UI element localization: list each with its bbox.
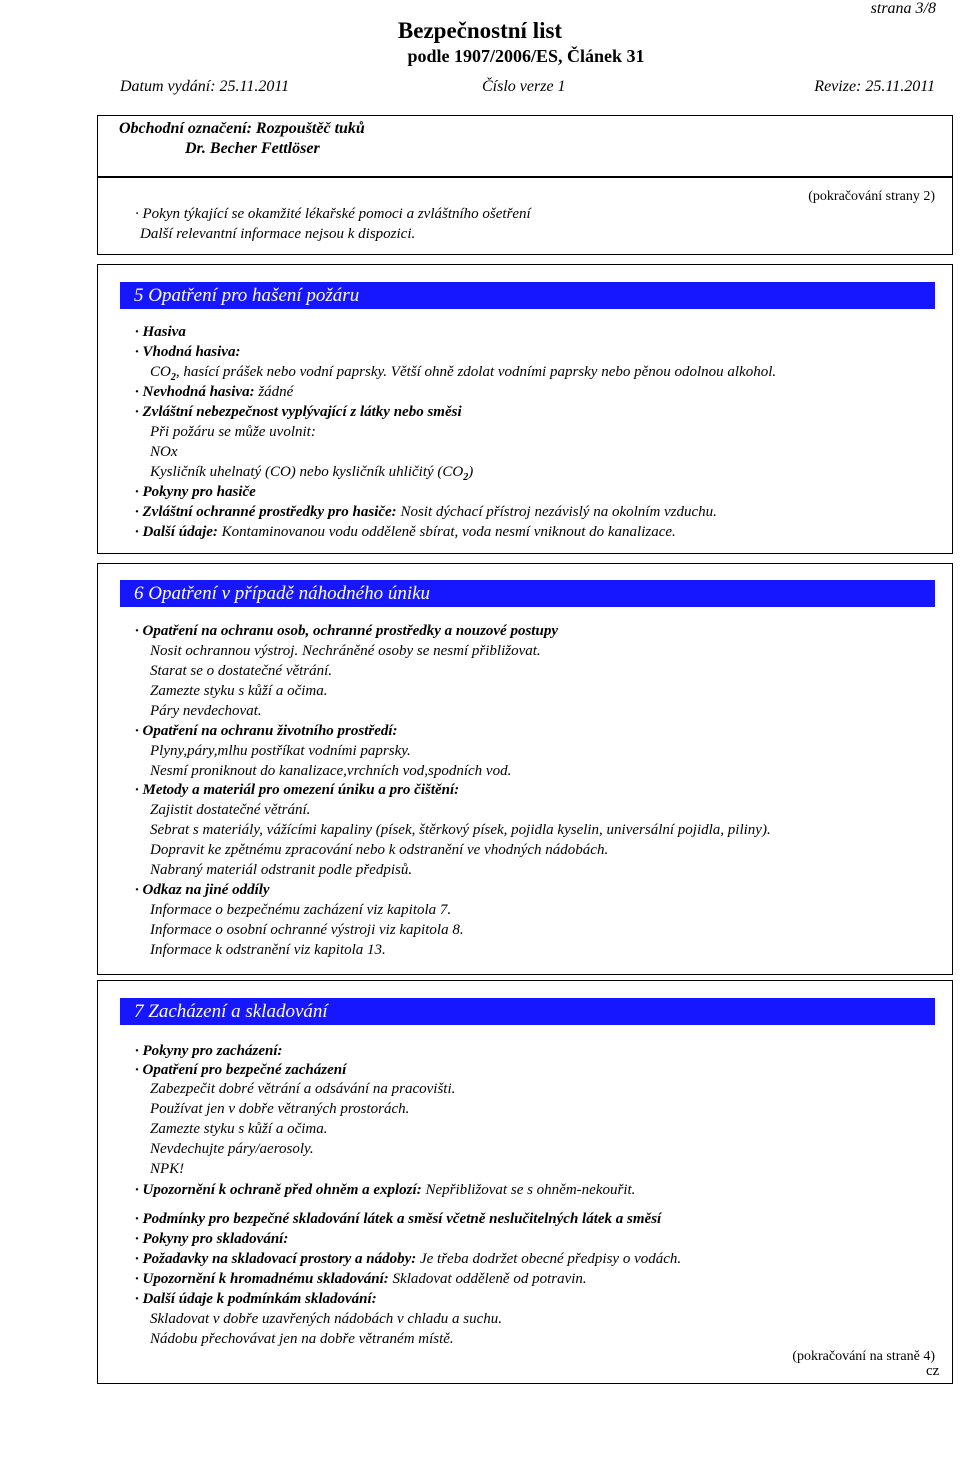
section4-line: · Pokyn týkající se okamžité lékařské pomoci a zvláštního ošetření: [135, 206, 531, 222]
section7-line: Zabezpečit dobré větrání a odsávání na pracovišti.: [150, 1081, 456, 1097]
trade-name-box: [97, 115, 953, 177]
revision-date: Revize: 25.11.2011: [814, 78, 935, 95]
section6-line: · Metody a materiál pro omezení úniku a pro čištění:: [135, 782, 460, 798]
section6-line: Nabraný materiál odstranit podle předpisů.: [150, 862, 413, 878]
section6-line: Nesmí proniknout do kanalizace,vrchních vod,spodních vod.: [150, 763, 512, 779]
section5-line: $CO_2$, hasící prášek nebo vodní paprsky. Větší ohně zdolat vodními paprsky nebo pěnou odolnou alkohol.: [150, 364, 777, 383]
section7-line: · Opatření pro bezpečné zacházení: [135, 1062, 347, 1078]
section6-line: Informace o bezpečnému zacházení viz kapitola 7.: [150, 902, 452, 918]
section5-line: NOx: [150, 444, 178, 460]
section6-line: Informace k odstranění viz kapitola 13.: [150, 942, 386, 958]
continued-from: (pokračování strany 2): [808, 189, 935, 204]
section6-line: · Opatření na ochranu životního prostředí:: [135, 723, 398, 739]
section5-line: · Pokyny pro hasiče: [135, 484, 256, 500]
section6-line: · Opatření na ochranu osob, ochranné prostředky a nouzové postupy: [135, 623, 558, 639]
section6-line: Zamezte styku s kůží a očima.: [150, 683, 328, 699]
version-number: Číslo verze 1: [482, 78, 566, 95]
section5-line: · Hasiva: [135, 324, 186, 340]
section7-line: Nevdechujte páry/aerosoly.: [150, 1141, 314, 1157]
section7-line: · Upozornění k hromadnému skladování: Skladovat odděleně od potravin.: [135, 1271, 587, 1287]
section4-line: Další relevantní informace nejsou k dispozici.: [140, 226, 416, 242]
section7-line: · Požadavky na skladovací prostory a nádoby: Je třeba dodržet obecné předpisy o vodách.: [135, 1251, 682, 1267]
section7-line: · Pokyny pro skladování:: [135, 1231, 289, 1247]
trade-name: Dr. Becher Fettlöser: [185, 140, 320, 157]
section6-line: Sebrat s materiály, vážícími kapaliny (písek, štěrkový písek, pojidla kyselin, universální pojidla, piliny).: [150, 822, 771, 838]
section7-line: Zamezte styku s kůží a očima.: [150, 1121, 328, 1137]
section5-line: Kysličník uhelnatý (CO) nebo kysličník uhličitý $(CO_2)$: [150, 464, 474, 483]
section5-line: · Nevhodná hasiva: žádné: [135, 384, 294, 400]
section7-line: Nádobu přechovávat jen na dobře větraném místě.: [150, 1331, 454, 1347]
section7-line: Skladovat v dobře uzavřených nádobách v chladu a suchu.: [150, 1311, 502, 1327]
meta-row: [120, 78, 935, 100]
section5-line: · Zvláštní nebezpečnost vyplývající z látky nebo směsi: [135, 404, 462, 420]
section6-line: Nosit ochrannou výstroj. Nechráněné osoby se nesmí přibližovat.: [150, 643, 541, 659]
document-title: Bezpečnostní list: [397, 18, 563, 43]
section5-line: Při požáru se může uvolnit:: [150, 424, 316, 440]
section5-line: · Vhodná hasiva:: [135, 344, 241, 360]
issue-date: Datum vydání: 25.11.2011: [120, 78, 290, 95]
language-code: cz: [926, 1363, 940, 1379]
section6-line: Dopravit ke zpětnému zpracování nebo k odstranění ve vhodných nádobách.: [150, 842, 609, 858]
section7-line: · Další údaje k podmínkám skladování:: [135, 1291, 377, 1307]
section5-title: 5 Opatření pro hašení požáru: [120, 282, 935, 309]
trade-name-label: Obchodní označení: Rozpouštěč tuků: [119, 120, 365, 137]
section6-line: · Odkaz na jiné oddíly: [135, 882, 270, 898]
section6-line: Páry nevdechovat.: [150, 703, 262, 719]
section6-title: 6 Opatření v případě náhodného úniku: [120, 580, 935, 607]
section7-line: · Upozornění k ochraně před ohněm a explozí: Nepřibližovat se s ohněm-nekouřit.: [135, 1182, 636, 1198]
section6-line: Starat se o dostatečné větrání.: [150, 663, 333, 679]
section7-title: 7 Zacházení a skladování: [120, 998, 935, 1025]
page-number: strana 3/8: [870, 0, 936, 17]
section7-line: · Pokyny pro zacházení:: [135, 1043, 283, 1059]
section5-line: · Další údaje: Kontaminovanou vodu odděleně sbírat, voda nesmí vniknout do kanalizace.: [135, 524, 676, 540]
section6-line: Informace o osobní ochranné výstroji viz kapitola 8.: [150, 922, 464, 938]
section5-line: · Zvláštní ochranné prostředky pro hasiče: Nosit dýchací přístroj nezávislý na okolním vzduchu.: [135, 504, 717, 520]
section7-line: · Podmínky pro bezpečné skladování látek a směsí včetně neslučitelných látek a směsí: [135, 1211, 662, 1227]
section7-line: NPK!: [150, 1161, 185, 1177]
section6-line: Zajistit dostatečné větrání.: [150, 802, 311, 818]
section7-line: Používat jen v dobře větraných prostorách.: [150, 1101, 410, 1117]
document-subtitle: podle 1907/2006/ES, Článek 31: [407, 46, 645, 66]
section6-line: Plyny,páry,mlhu postříkat vodními paprsky.: [150, 743, 411, 759]
continued-to: (pokračování na straně 4): [792, 1349, 935, 1364]
